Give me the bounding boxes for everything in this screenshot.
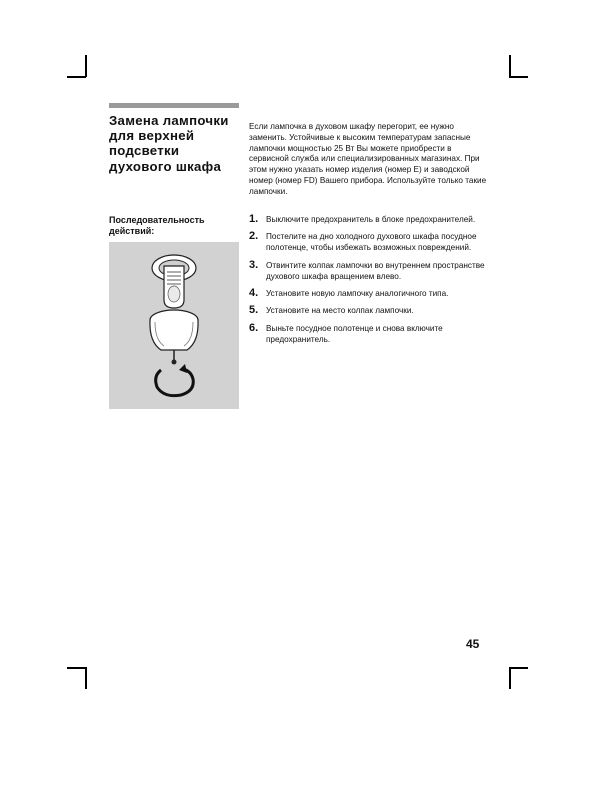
- step-number: 1.: [249, 213, 259, 225]
- page-number: 45: [466, 637, 480, 651]
- step-1: [249, 215, 489, 226]
- crop-mark-bottom-right-horizontal: [509, 667, 528, 669]
- step-text: Выньте посудное полотенце и снова включите предохранитель.: [266, 323, 443, 344]
- steps-list: [249, 215, 489, 352]
- step-2: [249, 232, 489, 254]
- step-number: 5.: [249, 304, 259, 317]
- steps-heading: Последовательность действий:: [109, 215, 205, 236]
- crop-mark-top-left-vertical: [85, 55, 87, 77]
- intro-block: [249, 122, 489, 198]
- step-number: 2.: [249, 230, 259, 243]
- crop-mark-bottom-left-vertical: [85, 667, 87, 689]
- crop-mark-bottom-left-horizontal: [67, 667, 86, 669]
- crop-mark-top-left-horizontal: [67, 76, 86, 78]
- step-number: 3.: [249, 258, 259, 271]
- crop-mark-top-right-horizontal: [509, 76, 528, 78]
- step-text: Установите новую лампочку аналогичного типа.: [266, 289, 449, 299]
- step-text: Постелите на дно холодного духового шкафа посудное полотенце, чтобы избежать возможных повреждений.: [266, 232, 477, 253]
- step-text: Установите на место колпак лампочки.: [266, 306, 414, 316]
- intro-paragraph: Если лампочка в духовом шкафу перегорит, ее нужно заменить. Устойчивые к высоким температурам запасные лампочки мощностью 25 Вт Вы можете приобрести в сервисной служба или специализированных магазинах. При этом нужно указать номер изделия (номер E) и заводской номер (номер FD) Вашего прибора. Используйте только такие лампочки.: [249, 122, 487, 196]
- lamp-cover-rotate-icon: [109, 242, 239, 409]
- section-title: Замена лампочки для верхней подсветки духового шкафа: [109, 113, 229, 174]
- step-6: [249, 321, 489, 346]
- step-text: Отвинтите колпак лампочки во внутреннем пространстве духового шкафа вращением влево.: [266, 260, 485, 281]
- step-5: [249, 306, 489, 317]
- crop-mark-bottom-right-vertical: [509, 667, 511, 689]
- step-3: [249, 258, 489, 283]
- step-4: [249, 289, 489, 300]
- step-text: Выключите предохранитель в блоке предохранителей.: [266, 215, 476, 224]
- lamp-illustration: [109, 242, 239, 409]
- title-rule: [109, 103, 239, 108]
- crop-mark-top-right-vertical: [509, 55, 511, 77]
- section-header: [109, 103, 239, 174]
- step-number: 6.: [249, 321, 259, 334]
- step-number: 4.: [249, 287, 259, 300]
